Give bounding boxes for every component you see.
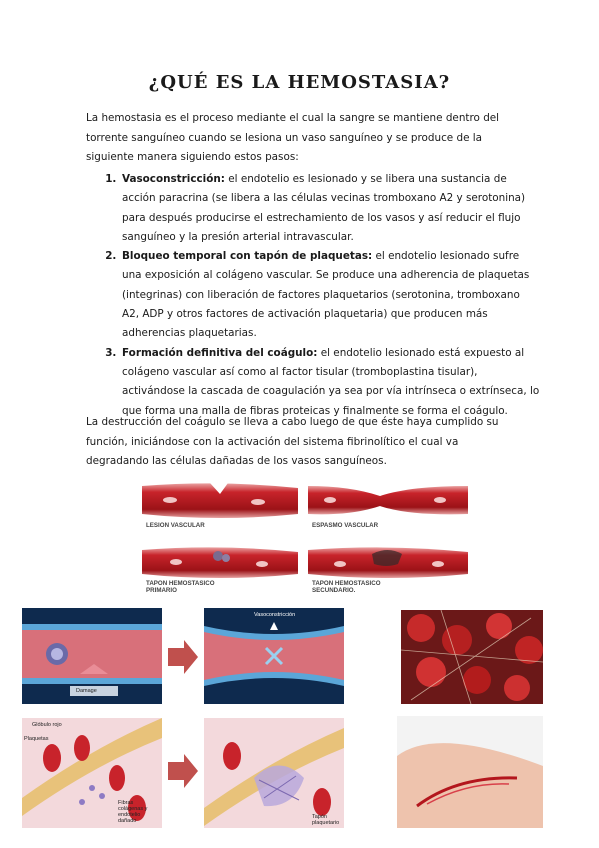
page-title: ¿QUÉ ES LA HEMOSTASIA? <box>148 72 451 93</box>
globulo-label: Glóbulo rojo <box>32 722 62 728</box>
vessel-spasm-illustration <box>308 486 468 514</box>
vessel-primary-plug-illustration <box>142 547 298 578</box>
arrow-right-icon <box>168 754 198 792</box>
closing-paragraph: La destrucción del coágulo se lleva a cabo luego de que éste haya cumplido su función, iniciándose con la activación del sistema fibrinolítico el cual va degradando las células dañadas de los vasos sanguíneos. <box>86 416 499 467</box>
damage-label: Damage <box>76 688 97 694</box>
step-text: el endotelio lesionado sufre una exposición al colágeno vascular. Se produce una adherencia de plaquetas (integrinas) con liberación de factores plaquetarios (serotonina, tromboxano A2, ADP y otros factores de activación plaquetaria) que producen más adherencias plaquetarias. <box>122 250 530 340</box>
step-text: el endotelio es lesionado y se libera una sustancia de acción paracrina (se libera a las células vecinas tromboxano A2 y serotonina) para después producirse el estrechamiento de los vasos y así reducir el flujo sanguíneo y la presión arterial intravascular. <box>122 173 526 243</box>
caption-secondary-plug: TAPON HEMOSTASICO SECUNDARIO. <box>312 580 381 594</box>
caption-lesion: LESION VASCULAR <box>146 522 205 529</box>
step-title: Formación definitiva del coágulo: <box>122 346 318 359</box>
step-item <box>120 170 540 247</box>
fibras-label: Fibras colágenas y endotelio dañado <box>118 800 148 824</box>
intro-paragraph: La hemostasia es el proceso mediante el cual la sangre se mantiene dentro del torrente sanguíneo cuando se lesiona un vaso sanguíneo y se produce de la siguiente manera siguiendo estos pasos: <box>86 112 500 163</box>
red-blood-cells-photo <box>401 610 543 704</box>
step-title: Vasoconstricción: <box>122 173 225 185</box>
caption-primary-plug: TAPON HEMOSTASICO PRIMARIO <box>146 580 215 594</box>
vessel-secondary-plug-illustration <box>308 547 468 578</box>
arrow-right-icon <box>168 640 198 678</box>
step-item <box>120 344 540 421</box>
tapon-label: Tapón plaquetario <box>312 814 340 826</box>
plaquetas-label: Plaquetas <box>24 736 49 742</box>
caption-spasm: ESPASMO VASCULAR <box>312 522 379 529</box>
hemostasis-diagram <box>140 478 470 606</box>
platelet-plug-illustration <box>204 718 344 828</box>
step-text: el endotelio lesionado está expuesto al colágeno vascular así como al factor tisular (tromboplastina tisular), activándose la cascada de coagulación ya sea por vía intrínseca o extrínseca, lo que forma una malla de fibras proteicas y finalmente se forma el coágulo. <box>122 346 540 417</box>
step-item <box>120 247 540 343</box>
step-title: Bloqueo temporal con tapón de plaquetas: <box>122 250 373 263</box>
vessel-lesion-illustration <box>142 483 298 518</box>
vasoconstriction-label: Vasoconstricción <box>254 612 296 618</box>
platelets-illustration <box>22 718 162 828</box>
steps-list <box>98 170 540 421</box>
vasoconstriction-illustration <box>204 608 344 704</box>
damage-illustration <box>22 608 162 704</box>
skin-cut-photo <box>397 716 543 828</box>
